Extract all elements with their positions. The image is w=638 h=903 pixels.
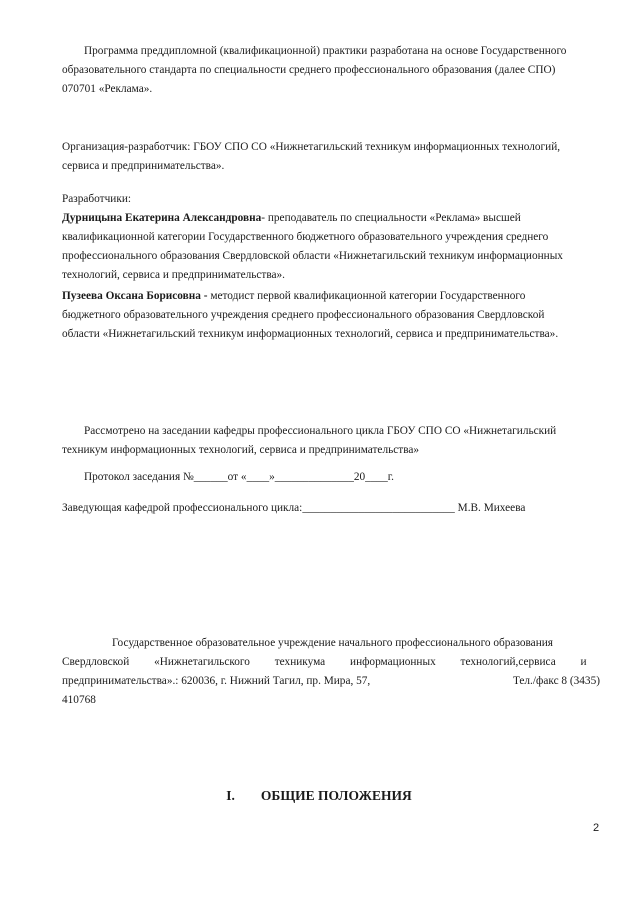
review-paragraph <box>62 422 600 460</box>
developer-1-line-1: - преподаватель по специальности «Реклама» высшей <box>261 212 521 224</box>
developer-2-line-1: методист первой квалификационной категории Государственного <box>207 290 526 302</box>
section-title: ОБЩИЕ ПОЛОЖЕНИЯ <box>260 788 412 803</box>
institution-paragraph <box>62 634 600 710</box>
developer-1-name: Дурницына Екатерина Александровна <box>62 212 262 224</box>
program-line-1: Программа преддипломной (квалификационной) практики разработана на основе Государственного <box>84 45 567 57</box>
institution-phone: Тел./факс 8 (3435) <box>512 675 600 687</box>
page-number: 2 <box>593 822 600 834</box>
institution-line-4: 410768 <box>62 694 96 706</box>
developers-label: Разработчики: <box>62 193 132 205</box>
institution-line-2: Свердловской «Нижнетагильского техникума информационных технологий,сервиса и <box>62 656 587 668</box>
developer-2-line-2: бюджетного образовательного учреждения среднего профессионального образования Свердловской <box>62 309 545 321</box>
developer-1-line-2: квалификационной категории Государственного бюджетного образовательного учреждения среднего <box>62 231 549 243</box>
head-of-department-text: Заведующая кафедрой профессионального цикла:___________________________ М.В. Михеева <box>62 502 526 514</box>
section-heading <box>0 788 638 804</box>
protocol-line <box>62 468 600 487</box>
organization-paragraph <box>62 138 600 176</box>
organization-line-2: сервиса и предпринимательства». <box>62 160 225 172</box>
developer-1-line-3: профессионального образования Свердловской области «Нижнетагильский техникум информационных <box>62 250 563 262</box>
developer-2-line-3: области «Нижнетагильский техникум информационных технологий, сервиса и предпринимательства». <box>62 328 559 340</box>
program-line-2: образовательного стандарта по специальности среднего профессионального образования (далее СПО) <box>62 64 556 76</box>
institution-address: предпринимательства».: 620036, г. Нижний Тагил, пр. Мира, 57, <box>62 675 371 687</box>
developer-1-line-4: технологий, сервиса и предпринимательства». <box>62 269 286 281</box>
developers-section <box>62 190 600 285</box>
developer-2-name: Пузеева Оксана Борисовна - <box>62 290 208 302</box>
institution-line-1: Государственное образовательное учреждение начального профессионального образования <box>112 637 553 649</box>
program-line-3: 070701 «Реклама». <box>62 83 153 95</box>
protocol-text: Протокол заседания №______от «____»______________20____г. <box>84 471 394 483</box>
review-line-2: техникум информационных технологий, сервиса и предпринимательства» <box>62 444 420 456</box>
organization-line-1: Организация-разработчик: ГБОУ СПО СО «Нижнетагильский техникум информационных технологий, <box>62 141 561 153</box>
program-paragraph <box>62 42 600 99</box>
section-number: I. <box>226 788 235 803</box>
developer-2-paragraph <box>62 287 600 344</box>
review-line-1: Рассмотрено на заседании кафедры профессионального цикла ГБОУ СПО СО «Нижнетагильский <box>84 425 557 437</box>
head-of-department-line <box>62 499 600 518</box>
